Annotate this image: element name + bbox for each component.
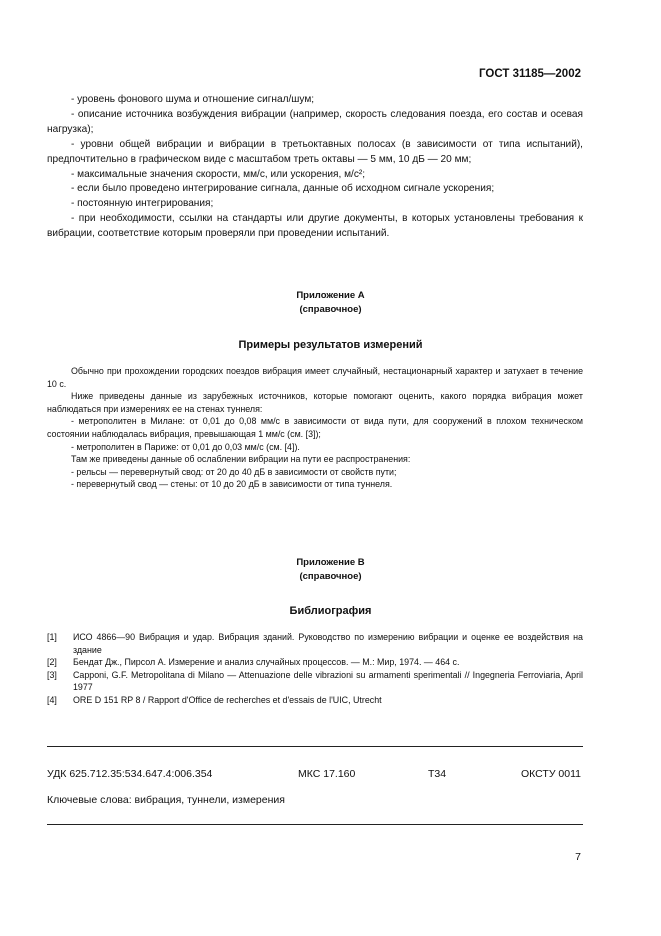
appendix-b-heading: [0, 556, 661, 583]
udk-code: УДК 625.712.35:534.647.4:006.354: [47, 768, 213, 780]
document-code: ГОСТ 31185—2002: [479, 68, 581, 80]
list-item: - постоянную интегрирования;: [71, 198, 214, 210]
list-item: - уровень фонового шума и отношение сигнал/шум;: [71, 94, 315, 105]
bibliography-text: ORE D 151 RP 8 / Rapport d'Office de recherches et d'essais de l'UIC, Utrecht: [73, 694, 382, 705]
footer-divider-top: [47, 746, 583, 747]
list-item: - если было проведено интегрирование сигнала, данные об исходном сигнале ускорения;: [71, 183, 495, 195]
paragraph: - метрополитен в Париже: от 0,01 до 0,03 мм/с (см. [4]).: [71, 441, 300, 452]
paragraph: - рельсы — перевернутый свод: от 20 до 40 дБ в зависимости от свойств пути;: [71, 466, 397, 477]
report-requirements-list: [47, 93, 583, 242]
bibliography-text: Бендат Дж., Пирсол А. Измерение и анализ случайных процессов. — М.: Мир, 1974. — 464 с.: [73, 657, 460, 668]
list-item: - максимальные значения скорости, мм/с, или ускорения, м/с²;: [71, 168, 366, 180]
appendix-a-title: Примеры результатов измерений: [238, 339, 423, 351]
paragraph: - перевернутый свод — стены: от 10 до 20 дБ в зависимости от типа туннеля.: [71, 479, 393, 490]
bibliography-item: [47, 694, 583, 707]
list-item: - при необходимости, ссылки на стандарты или другие документы, в которых установлены требования к вибрации, соответствие которым проверяли при проведении испытаний.: [47, 213, 583, 240]
mks-code: МКС 17.160: [298, 768, 356, 780]
bibliography-item: [47, 656, 583, 669]
paragraph: Ниже приведены данные из зарубежных источников, которые помогают оценить, какого порядка вибрация может наблюдаться при измерениях ее на стенах туннеля:: [47, 391, 583, 414]
list-item: - описание источника возбуждения вибрации (например, скорость следования поезда, его состав и осевая нагрузка);: [47, 108, 583, 135]
paragraph: Там же приведены данные об ослаблении вибрации на пути ее распространения:: [71, 454, 411, 465]
bibliography-number: [2]: [47, 657, 57, 668]
t-code: Т34: [428, 768, 447, 780]
appendix-a-heading: [0, 289, 661, 316]
footer-divider-bottom: [47, 824, 583, 825]
keywords: Ключевые слова: вибрация, туннели, измерения: [47, 794, 285, 806]
okstu-code: ОКСТУ 0011: [521, 768, 581, 780]
bibliography-list: [47, 631, 583, 707]
appendix-b-type: (справочное): [299, 570, 362, 582]
bibliography-item: [47, 669, 583, 694]
bibliography-number: [3]: [47, 669, 57, 680]
appendix-a-label: Приложение А: [296, 290, 365, 301]
appendix-a-type: (справочное): [299, 303, 362, 315]
bibliography-text: ИСО 4866—90 Вибрация и удар. Вибрация зданий. Руководство по измерению вибрации и оценке ее воздействия на здание: [73, 632, 583, 655]
appendix-a-body: [47, 365, 583, 491]
bibliography-text: Capponi, G.F. Metropolitana di Milano — Attenuazione delle vibrazioni su armamenti sperimentali // Ingegneria Ferroviaria, April 1977: [73, 669, 583, 693]
bibliography-number: [1]: [47, 632, 57, 642]
bibliography-number: [4]: [47, 694, 57, 705]
list-item: - уровни общей вибрации и вибрации в третьоктавных полосах (в зависимости от типа испытаний), предпочтительно в графическом виде с масштабом треть октавы — 5 мм, 10 дБ — 20 мм;: [47, 138, 583, 165]
paragraph: - метрополитен в Милане: от 0,01 до 0,08 мм/с в зависимости от вида пути, для сооружений в плохом техническом состоянии наблюдалась вибрация, превышающая 1 мм/с (см. [3]);: [47, 416, 583, 439]
bibliography-title: Библиография: [289, 605, 372, 617]
paragraph: Обычно при прохождении городских поездов вибрация имеет случайный, нестационарный характер и затухает в течение 10 с.: [47, 366, 583, 389]
bibliography-item: [47, 631, 583, 656]
appendix-b-label: Приложение В: [296, 557, 365, 568]
page-number: 7: [575, 851, 581, 863]
